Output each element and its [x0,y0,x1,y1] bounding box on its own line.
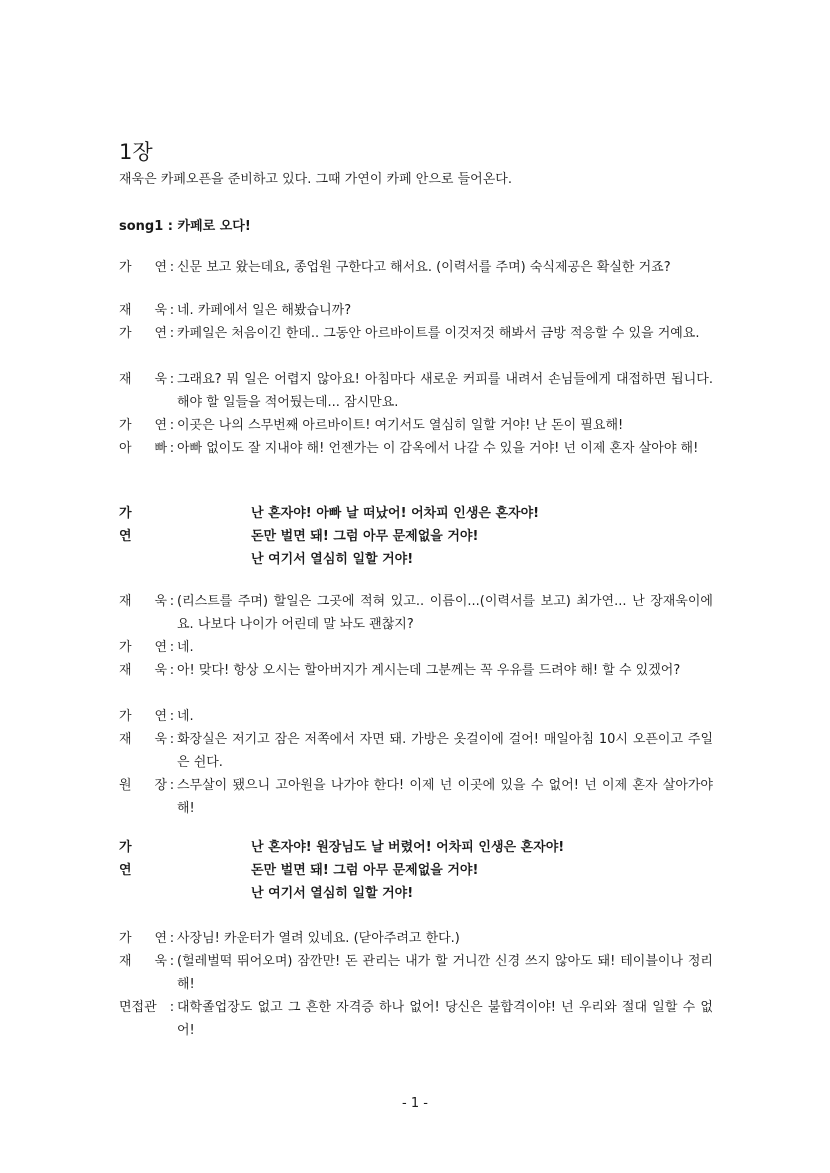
speaker-name: 아 빠 [119,441,167,456]
speaker-colon: : [169,418,175,433]
lyric-line: 돈만 벌면 돼! 그럼 아무 문제없을 거야! [251,529,479,544]
dialogue-line [119,414,713,437]
lyric-line: 난 여기서 열심히 일할 거야! [251,886,414,901]
speaker-name: 면접관 [119,1000,157,1015]
dialogue-text: 네. [177,709,194,724]
speaker-name: 재 욱 [119,954,167,969]
song-title: song1 : 카페로 오다! [119,219,251,234]
speaker-colon: : [169,709,175,724]
lyrics-singer: 가연 [119,506,132,544]
speaker-name: 가 연 [119,260,167,275]
speaker-colon: : [169,441,175,456]
dialogue-line [119,950,713,996]
speaker-name: 재 욱 [119,663,167,678]
dialogue-line [119,636,713,659]
speaker-colon: : [169,1000,175,1015]
lyric-line: 돈만 벌면 돼! 그럼 아무 문제없을 거야! [251,863,479,878]
dialogue-line [119,728,713,774]
dialogue-line [119,927,713,950]
lyric-line: 난 혼자야! 원장님도 날 버렸어! 어차피 인생은 혼자야! [251,840,565,855]
speaker-colon: : [169,778,175,793]
lyrics-singer: 가연 [119,840,132,878]
speaker-colon: : [169,732,175,747]
lyric-line: 난 여기서 열심히 일할 거야! [251,552,414,567]
speaker-name: 재 욱 [119,594,167,609]
dialogue-line [119,368,713,414]
speaker-colon: : [169,372,175,387]
speaker-colon: : [169,260,175,275]
speaker-name: 가 연 [119,418,167,433]
speaker-colon: : [169,640,175,655]
dialogue-text: 네. 카페에서 일은 해봤습니까? [177,303,352,318]
speaker-colon: : [169,594,175,609]
dialogue-line [119,659,713,682]
speaker-colon: : [169,326,175,341]
dialogue-line [119,299,713,322]
dialogue-text: 사장님! 카운터가 열려 있네요. (닫아주려고 한다.) [177,931,460,946]
dialogue-line [119,774,713,820]
speaker-name: 가 연 [119,326,167,341]
dialogue-text: 카페일은 처음이긴 한데.. 그동안 아르바이트를 이것저것 해봐서 금방 적응할 수 있을 거예요. [177,326,700,341]
dialogue-line [119,437,713,460]
dialogue-text: (리스트를 주며) 할일은 그곳에 적혀 있고.. 이름이...(이력서를 보고) 최가연... 난 장재욱이에요. 나보다 나이가 어린데 말 놔도 괜찮지? [177,594,713,632]
scene-title: 1장 [119,140,153,164]
dialogue-line [119,590,713,636]
dialogue-line [119,996,713,1042]
dialogue-line [119,322,713,345]
speaker-name: 재 욱 [119,372,167,387]
dialogue-text: (헐레벌떡 뛰어오며) 잠깐만! 돈 관리는 내가 할 거니깐 신경 쓰지 않아도 돼! 테이블이나 정리해! [177,954,713,992]
dialogue-text: 스무살이 됐으니 고아원을 나가야 한다! 이제 넌 이곳에 있을 수 없어! 넌 이제 혼자 살아가야 해! [177,778,713,816]
dialogue-text: 이곳은 나의 스무번째 아르바이트! 여기서도 열심히 일할 거야! 난 돈이 필요해! [177,418,624,433]
lyric-line: 난 혼자야! 아빠 날 떠났어! 어차피 인생은 혼자야! [251,506,540,521]
speaker-name: 재 욱 [119,732,167,747]
speaker-name: 가 연 [119,640,167,655]
dialogue-text: 아! 맞다! 항상 오시는 할아버지가 계시는데 그분께는 꼭 우유를 드려야 해! 할 수 있겠어? [177,663,681,678]
speaker-colon: : [169,663,175,678]
page-number: - 1 - [402,1096,428,1111]
speaker-name: 재 욱 [119,303,167,318]
speaker-name: 가 연 [119,931,167,946]
dialogue-line [119,256,713,279]
dialogue-text: 신문 보고 왔는데요, 종업원 구한다고 해서요. (이력서를 주며) 숙식제공은 확실한 거죠? [177,260,671,275]
dialogue-text: 아빠 없이도 잘 지내야 해! 언젠가는 이 감옥에서 나갈 수 있을 거야! 넌 이제 혼자 살아야 해! [177,441,699,456]
dialogue-line [119,705,713,728]
speaker-name: 가 연 [119,709,167,724]
dialogue-text: 그래요? 뭐 일은 어렵지 않아요! 아침마다 새로운 커피를 내려서 손님들에게 대접하면 됩니다. 해야 할 일들을 적어뒀는데... 잠시만요. [177,372,713,410]
speaker-colon: : [169,954,175,969]
stage-direction: 재욱은 카페오픈을 준비하고 있다. 그때 가연이 카페 안으로 들어온다. [119,172,512,187]
speaker-colon: : [169,303,175,318]
dialogue-text: 대학졸업장도 없고 그 흔한 자격증 하나 없어! 당신은 불합격이야! 넌 우리와 절대 일할 수 없어! [177,1000,713,1038]
dialogue-text: 화장실은 저기고 잠은 저쪽에서 자면 돼. 가방은 옷걸이에 걸어! 매일아침 10시 오픈이고 주일은 쉰다. [177,732,713,770]
speaker-name: 원 장 [119,778,167,793]
dialogue-text: 네. [177,640,194,655]
speaker-colon: : [169,931,175,946]
